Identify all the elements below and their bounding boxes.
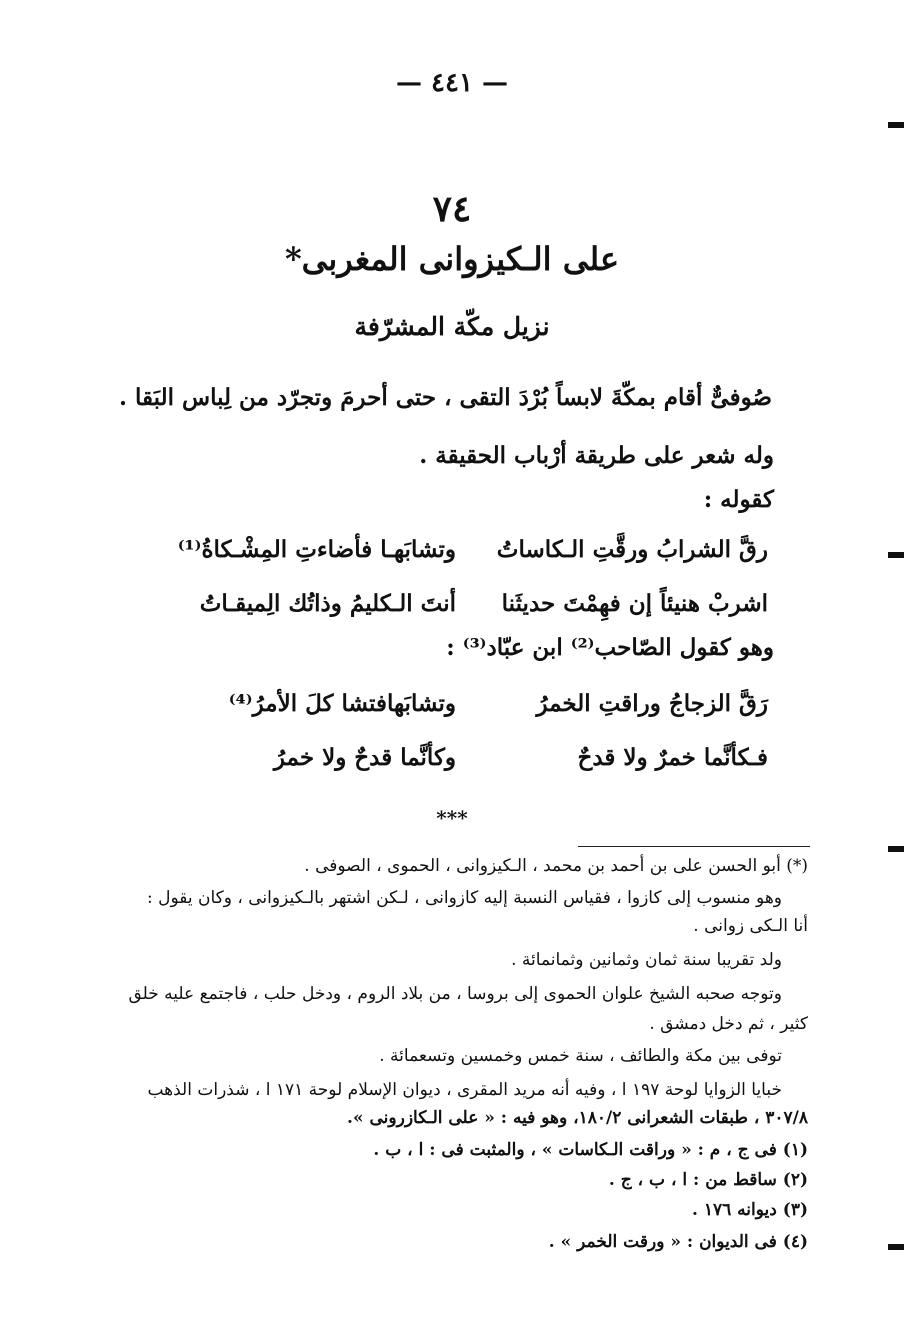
- page-edge-mark: [888, 552, 904, 558]
- verse-3-first-hemistich: رَقَّ الزجاجُ وراقتِ الخمرُ: [536, 690, 768, 717]
- body-paragraph-2: وله شعر على طريقة أرْباب الحقيقة .: [419, 442, 774, 469]
- footnote-sources-1: خبايا الزوايا لوحة ١٩٧ ا ، وفيه أنه مريد المقرى ، ديوان الإسلام لوحة ١٧١ ا ، شذرات الذهب: [147, 1080, 782, 1100]
- body-paragraph-1: صُوفىٌّ أقام بمكّةَ لابساً بُرْدَ التقى ، حتى أحرمَ وتجرّد من لِباس البَقا .: [119, 384, 772, 411]
- entry-title: على الـكيزوانى المغربى*: [284, 240, 620, 278]
- footnote-1: (١) فى ج ، م : « وراقت الـكاسات » ، والمثبت فى : ا ، ب .: [373, 1140, 808, 1160]
- verse-2-second-hemistich: أنتَ الـكليمُ وذاتُك الِميقـاتُ: [199, 590, 456, 617]
- footnote-3: (٣) ديوانه ١٧٦ .: [692, 1200, 808, 1220]
- verse-4-second-hemistich: وكأنَّما قدحٌ ولا خمرُ: [273, 744, 456, 771]
- verse-1-second-hemistich: وتشابَهـا فأضاءتِ المِشْـكاةُ⁽¹⁾: [177, 536, 456, 563]
- footnote-biography-6: كثير ، ثم دخل دمشق .: [649, 1014, 808, 1034]
- footnote-divider: [578, 846, 810, 847]
- footnote-biography-2: وهو منسوب إلى كازوا ، فقياس النسبة إليه كازوانى ، لـكن اشتهر بالـكيزوانى ، وكان يقول :: [146, 888, 782, 908]
- footnote-biography-7: توفى بين مكة والطائف ، سنة خمس وخمسين وتسعمائة .: [379, 1046, 782, 1066]
- entry-subtitle: نزيل مكّة المشرّفة: [354, 312, 550, 341]
- verse-2-first-hemistich: اشربْ هنيئاً إن فهِمْتَ حديثَنا: [501, 590, 768, 617]
- body-paragraph-4: وهو كقول الصّاحب⁽²⁾ ابن عبّاد⁽³⁾ :: [446, 634, 774, 661]
- footnote-biography-5: وتوجه صحبه الشيخ علوان الحموى إلى بروسا ، من بلاد الروم ، ودخل حلب ، فاجتمع عليه خلق: [128, 984, 782, 1004]
- footnote-2: (٢) ساقط من : ا ، ب ، ج .: [608, 1170, 808, 1190]
- footnote-sources-2: ٣٠٧/٨ ، طبقات الشعرانى ١٨٠/٢، وهو فيه : « على الـكازرونى ».: [347, 1108, 808, 1128]
- page-number: — ٤٤١ —: [395, 68, 509, 98]
- footnote-4: (٤) فى الديوان : « ورقت الخمر » .: [548, 1232, 808, 1252]
- section-separator: ***: [436, 806, 468, 830]
- footnote-biography-3: أنا الـكى زوانى .: [693, 916, 808, 936]
- page-edge-mark: [888, 122, 904, 128]
- verse-1-first-hemistich: رقَّ الشرابُ ورقَّتِ الـكاساتُ: [496, 536, 768, 563]
- body-paragraph-3: كقوله :: [703, 486, 774, 513]
- entry-number: ٧٤: [432, 188, 472, 230]
- page-edge-mark: [888, 1244, 904, 1250]
- verse-4-first-hemistich: فـكأنَّما خمرٌ ولا قدحٌ: [577, 744, 768, 771]
- footnote-biography-4: ولد تقريبا سنة ثمان وثمانين وثمانمائة .: [511, 950, 782, 970]
- verse-3-second-hemistich: وتشابَهافتشا كلَ الأمرُ⁽⁴⁾: [228, 690, 456, 717]
- page-edge-mark: [888, 846, 904, 852]
- footnote-biography-1: (*) أبو الحسن على بن أحمد بن محمد ، الـكيزوانى ، الحموى ، الصوفى .: [304, 856, 808, 876]
